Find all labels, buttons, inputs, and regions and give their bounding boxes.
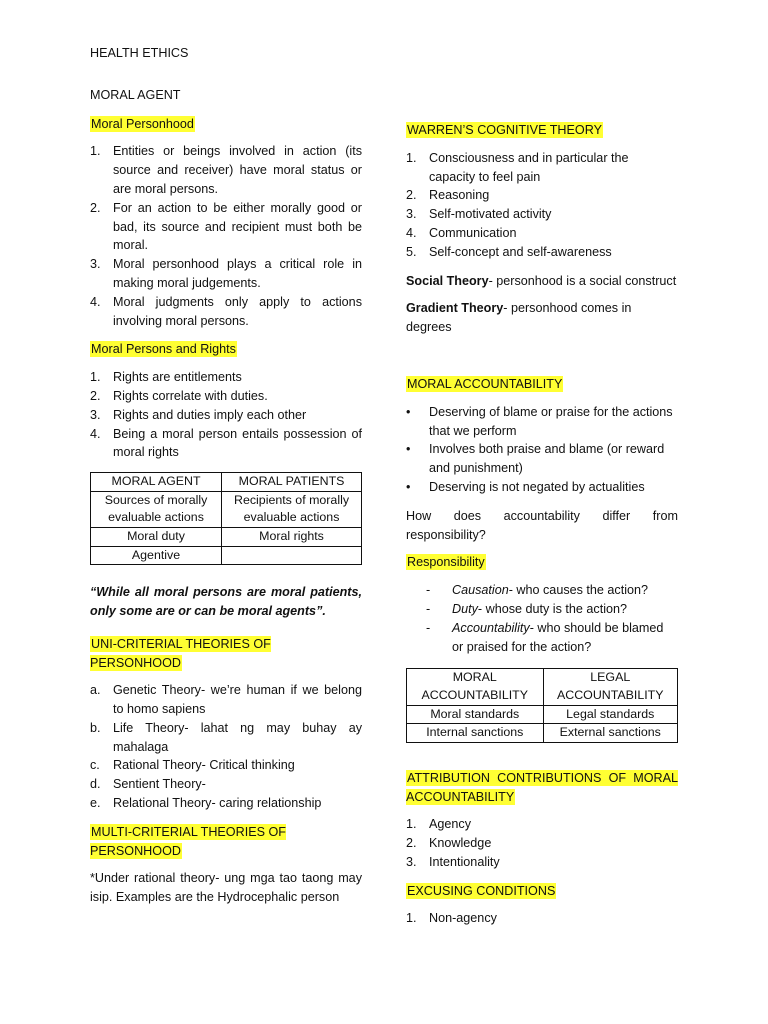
table-cell: Recipients of morally evaluable actions [222, 491, 362, 527]
list-item [406, 243, 678, 262]
list-marker: 4. [90, 294, 101, 309]
list-item [90, 255, 362, 293]
list-item [406, 478, 678, 497]
highlight: Moral Persons and Rights [91, 342, 236, 357]
list-item-text: - whose duty is the action? [477, 601, 628, 616]
moral-agents-quote: “While all moral persons are moral patients, only some are or can be moral agents”. [90, 585, 362, 618]
highlight: WARREN’S COGNITIVE THEORY [407, 123, 602, 137]
highlight: Moral Personhood [91, 116, 194, 131]
table-cell: Moral duty [91, 527, 222, 546]
section-title: MORAL AGENT [90, 87, 181, 102]
responsibility-list [406, 581, 678, 656]
highlight: EXCUSING CONDITIONS [407, 883, 556, 898]
list-item [90, 142, 362, 198]
list-marker: 5. [406, 244, 417, 259]
list-item-text: Consciousness and in particular the capacity to feel pain [429, 150, 629, 184]
table-header-cell: MORAL AGENT [91, 473, 222, 492]
table-row [407, 705, 678, 724]
list-item [90, 425, 362, 463]
list-item-text: Communication [429, 225, 517, 240]
list-item-text: Intentionality [429, 854, 500, 869]
table-cell: Legal standards [543, 705, 677, 724]
moral-rights-list [90, 368, 362, 462]
heading-warren [406, 121, 678, 140]
table-header-cell: MORAL PATIENTS [222, 473, 362, 492]
bullet-marker: • [406, 479, 411, 494]
list-item-text: Agency [429, 817, 472, 832]
list-item-text: Sentient Theory- [113, 777, 206, 792]
table-cell [222, 546, 362, 565]
list-item-text: Entities or beings involved in action (its source and receiver) have moral status or are moral persons. [113, 144, 362, 196]
list-marker: d. [90, 777, 101, 792]
list-marker: b. [90, 720, 101, 735]
list-item [406, 853, 678, 872]
list-item-text: Genetic Theory- we’re human if we belong to homo sapiens [113, 683, 362, 717]
list-item-text: Knowledge [429, 836, 492, 851]
uni-criterial-list [90, 681, 362, 813]
list-marker: c. [90, 758, 100, 773]
list-item-text: Self-motivated activity [429, 207, 552, 222]
responsibility-term: Causation [452, 583, 509, 598]
list-item-text: Moral judgments only apply to actions involving moral persons. [113, 294, 362, 328]
heading-moral-accountability [406, 375, 678, 394]
list-marker: 1. [406, 817, 417, 832]
highlight: ATTRIBUTION CONTRIBUTIONS OF MORAL ACCOUNTABILITY [406, 770, 678, 804]
list-item [90, 681, 362, 719]
moral-personhood-list [90, 142, 362, 330]
list-marker: 2. [406, 188, 417, 203]
heading-attribution [406, 769, 678, 807]
highlight: Responsibility [407, 555, 485, 570]
list-marker: a. [90, 683, 101, 698]
list-item [90, 794, 362, 813]
list-marker: 3. [90, 257, 101, 272]
table-header-cell: LEGAL ACCOUNTABILITY [543, 669, 677, 705]
highlight: MORAL ACCOUNTABILITY [407, 376, 563, 391]
list-item [406, 205, 678, 224]
list-item [406, 815, 678, 834]
list-item-text: Life Theory- lahat ng may buhay ay mahalaga [113, 720, 362, 754]
list-item [406, 909, 678, 928]
heading-uni-criterial [90, 635, 362, 673]
heading-excusing-conditions [406, 882, 678, 901]
list-item-text: Relational Theory- caring relationship [113, 796, 322, 811]
right-column [406, 121, 678, 938]
highlight: UNI-CRITERIAL THEORIES OF PERSONHOOD [90, 636, 271, 670]
table-row [91, 546, 362, 565]
warren-list [406, 149, 678, 262]
list-item [406, 440, 678, 478]
list-item [406, 600, 678, 619]
bullet-marker: • [406, 442, 411, 457]
rational-theory-note: *Under rational theory- ung mga tao taong may isip. Examples are the Hydrocephalic person [90, 871, 362, 905]
list-item [90, 293, 362, 331]
table-row [91, 491, 362, 527]
list-item-text: Rational Theory- Critical thinking [113, 758, 295, 773]
list-item-text: Moral personhood plays a critical role in making moral judgements. [113, 257, 362, 290]
highlight: MULTI-CRITERIAL THEORIES OF PERSONHOOD [90, 824, 286, 858]
list-item-text: Being a moral person entails possession of moral rights [113, 426, 362, 460]
list-item-text: Self-concept and self-awareness [429, 244, 612, 259]
list-item [406, 403, 678, 441]
list-marker: 2. [406, 836, 417, 851]
list-marker: e. [90, 796, 101, 811]
list-marker: 2. [90, 388, 101, 403]
list-marker: 1. [406, 150, 417, 165]
list-item [406, 619, 678, 657]
excusing-list [406, 909, 678, 928]
moral-agent-table [90, 472, 362, 565]
list-item-text: Involves both praise and blame (or reward and punishment) [429, 442, 665, 476]
list-item [90, 775, 362, 794]
list-item-text: - who should be blamed or praised for the action? [452, 620, 664, 654]
accountability-table [406, 668, 678, 742]
left-column [90, 44, 362, 916]
list-item-text: Deserving of blame or praise for the actions that we perform [429, 404, 673, 438]
list-item [406, 149, 678, 187]
list-marker: 1. [90, 144, 101, 159]
heading-responsibility [406, 553, 678, 572]
table-header-row [407, 669, 678, 705]
list-item [406, 186, 678, 205]
dash-marker: - [426, 583, 431, 598]
accountability-question: How does accountability differ from responsibility? [406, 508, 678, 542]
list-item [90, 719, 362, 757]
definition-term: Social Theory [406, 273, 489, 288]
heading-moral-persons-rights [90, 340, 362, 359]
list-item-text: For an action to be either morally good or bad, its source and recipient must both be moral. [113, 200, 362, 253]
heading-multi-criterial [90, 823, 362, 861]
responsibility-term: Duty [452, 601, 478, 616]
dash-marker: - [426, 601, 431, 616]
list-item [406, 581, 678, 600]
list-marker: 4. [406, 225, 417, 240]
table-row [91, 527, 362, 546]
list-item [90, 387, 362, 406]
definition-text: - personhood is a social construct [488, 273, 677, 288]
table-cell: External sanctions [543, 724, 677, 743]
list-item-text: Reasoning [429, 188, 490, 203]
list-marker: 2. [90, 200, 101, 215]
list-marker: 3. [406, 854, 417, 869]
list-item [406, 224, 678, 243]
gradient-theory [406, 299, 678, 337]
table-cell: Agentive [91, 546, 222, 565]
table-row [407, 724, 678, 743]
list-marker: 1. [406, 911, 417, 926]
responsibility-term: Accountability [452, 620, 530, 635]
accountability-list [406, 403, 678, 497]
list-marker: 3. [90, 407, 101, 422]
list-item [90, 756, 362, 775]
list-item [90, 406, 362, 425]
list-item [90, 199, 362, 255]
definition-term: Gradient Theory [406, 301, 504, 316]
list-item-text: - who causes the action? [508, 583, 649, 598]
attribution-list [406, 815, 678, 871]
list-marker: 1. [90, 370, 101, 385]
table-cell: Sources of morally evaluable actions [91, 491, 222, 527]
table-header-cell: MORAL ACCOUNTABILITY [407, 669, 544, 705]
table-cell: Moral standards [407, 705, 544, 724]
table-cell: Moral rights [222, 527, 362, 546]
list-item [406, 834, 678, 853]
table-header-row [91, 473, 362, 492]
list-item-text: Rights are entitlements [113, 370, 242, 385]
list-marker: 4. [90, 426, 101, 441]
list-marker: 3. [406, 207, 417, 222]
social-theory [406, 272, 678, 291]
document-title: HEALTH ETHICS [90, 46, 189, 60]
list-item-text: Deserving is not negated by actualities [429, 479, 645, 494]
heading-moral-personhood [90, 115, 362, 134]
list-item [90, 368, 362, 387]
table-cell: Internal sanctions [407, 724, 544, 743]
bullet-marker: • [406, 404, 411, 419]
list-item-text: Rights and duties imply each other [113, 407, 307, 422]
list-item-text: Rights correlate with duties. [113, 388, 268, 403]
definition-text: - personhood comes in degrees [406, 301, 632, 335]
dash-marker: - [426, 620, 431, 635]
list-item-text: Non-agency [429, 911, 497, 926]
